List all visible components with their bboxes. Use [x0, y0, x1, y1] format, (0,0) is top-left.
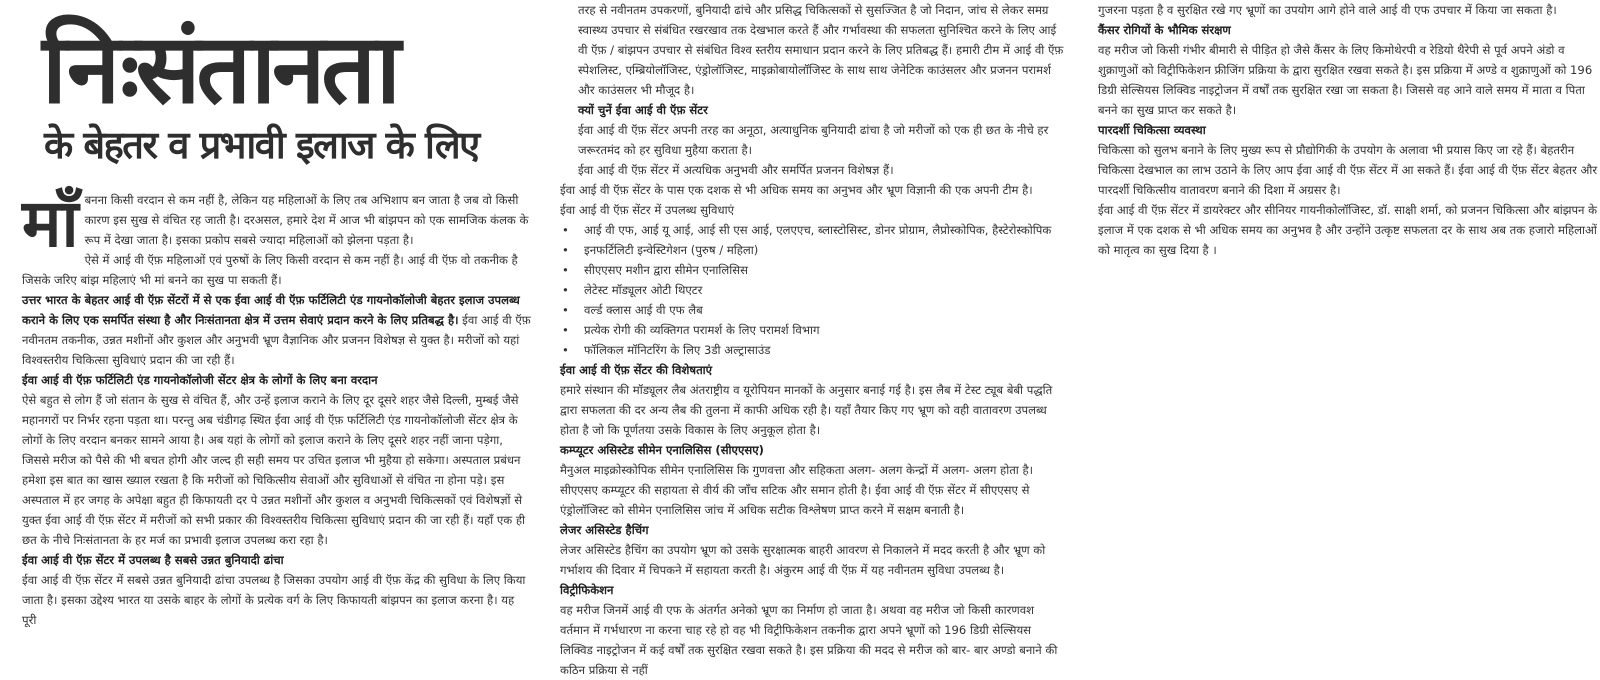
paragraph: ऐसे बहुत से लोग हैं जो संतान के सुख से वंचित हैं, और उन्हें इलाज कराने के लिए दूर दूसरे शहर जैसे दिल्ली, मुम्बई जैसे महानगरों पर निर्भर रहना पड़ता था। परन्तु अब चंडीगढ़ स्थित ईवा आई वी ऍफ़ फर्टिलिटी एंड गायनोकॉलोजी सेंटर क्षेत्र के लोगों के लिए वरदान बनकर सामने आया है। अब यहां के लोगों को इलाज कराने के लिए दूसरे शहर नहीं जाना पड़ेगा, जिससे मरीज को पैसे की भी बचत होगी और जल्द ही सही समय पर उचित इलाज भी मुहैया हो सकेगा। अस्पताल प्रबंधन हमेशा इस बात का खास ख्याल रखता है कि मरीजों को चिकित्सीय सेवाओं और सुविधाओं से वंचित ना होना पड़े। इस अस्पताल में हर जगह के अपेक्षा बहुत ही किफायती दर पे उन्नत मशीनों और कुशल व अनुभवी चिकित्सकों एवं विशेषज्ञों से युक्त ईवा आई वी ऍफ़ सेंटर में मरीजों को सभी प्रकार की विश्वस्तरीय चिकित्सा सुविधाएं प्रदान की जा रही हैं। यहाँ एक ही छत के नीचे निःसंतानता के हर मर्ज का प्रभावी इलाज उपलब्ध करा रहा है।: [22, 393, 525, 547]
paragraph: मैनुअल माइक्रोस्कोपिक सीमेन एनालिसिस कि गुणवत्ता और सहिकता अलग- अलग केन्द्रों में अलग- अलग होता है। सीएएसए कम्प्यूटर की सहायता से वीर्य की जाँच सटिक और समान होती है। ईवा आई वी ऍफ़ सेंटर में सीएएसए से एंड्रोलॉजिस्ट को सीमेन एनालिसिस जांच में अधिक सटीक विश्लेषण प्राप्त करने में सक्षम बनाती है।: [560, 463, 1034, 517]
paragraph: ईवा आई वी ऍफ़ सेंटर में डायरेक्टर और सीनियर गायनीकोलॉजिस्ट, डॉ. साक्षी शर्मा, को प्रजनन चिकित्सा और बांझपन के इलाज में एक दशक से भी अधिक समय का अनुभव है और उन्होंने उत्कृष्ट सफलता दर के साथ अब तक हजारो महिलाओं को मातृत्व का सुख दिया है ।: [1098, 203, 1598, 257]
paragraph: तरह से नवीनतम उपकरणों, बुनियादी ढांचे और प्रसिद्ध चिकित्सकों से सुसज्जित है जो निदान, जांच से लेकर समग्र स्वास्थ्य उपचार से संबंधित रखरखाव तक देखभाल करते हैं और गर्भावस्था की सफलता सुनिश्चित करने के लिए आई वी ऍफ़ / बांझपन उपचार से संबंधित विश्व स्तरीय समाधान प्रदान करने के लिए प्रतिबद्ध हैं। हमारी टीम में आई वी ऍफ़ स्पेशलिस्ट, एम्ब्रियोलॉजिस्ट, एंड्रोलॉजिस्ट, माइक्रोबायोलॉजिस्ट के साथ साथ जेनेटिक काउंसलर और प्रजनन परामर्श और काउंसलर भी मौजूद है।: [578, 3, 1064, 97]
list-item: • इनफर्टिलिटी इन्वेस्टिगेशन (पुरुष / महिला): [584, 240, 1065, 260]
paragraph: गुजरना पड़ता है व सुरक्षित रखे गए भ्रूणों का उपयोग आगे होने वाले आई वी एफ उपचार में किया जा सकता है।: [1098, 3, 1557, 17]
subheading: कम्प्यूटर असिस्टेड सीमेन एनालिसिस (सीएएसए): [560, 443, 764, 457]
paragraph: वह मरीज जिनमें आई वी एफ के अंतर्गत अनेको भ्रूण का निर्माण हो जाता है। अथवा वह मरीज जो किसी कारणवश वर्तमान में गर्भधारण ना करना चाह रहे हो वह भी विट्रीफिकेशन तकनीक द्वारा अपने भ्रूणों को 196 डिग्री सेल्सियस लिक्विड नाइट्रोजन में कई वर्षों तक सुरक्षित रखवा सकते है। इस प्रक्रिया की मदद से मरीज को बार- बार अण्डो बनाने की कठिन प्रक्रिया से नहीं: [560, 603, 1058, 677]
subheading: क्यों चुनें ईवा आई वी ऍफ़ सेंटर: [578, 103, 708, 117]
paragraph: ईवा आई वी ऍफ़ सेंटर अपनी तरह का अनूठा, अत्याधुनिक बुनियादी ढांचा है जो मरीजों को एक ही छत के नीचे हर जरूरतमंद को हर सुविधा मुहैया कराता है।: [578, 123, 1049, 157]
subheading: पारदर्शी चिकित्सा व्यवस्था: [1098, 123, 1206, 137]
subheading: ईवा आई वी ऍफ़ सेंटर में उपलब्ध है सबसे उन्नत बुनियादी ढांचा: [22, 553, 284, 567]
article-column-2: [560, 0, 1065, 677]
list-item: • लेटेस्ट मॉड्यूलर ओटी थिएटर: [584, 280, 1065, 300]
intro-text: बनना किसी वरदान से कम नहीं है, लेकिन यह महिलाओं के लिए तब अभिशाप बन जाता है जब वो किसी कारण इस सुख से वंचित रह जाती है। दरअसल, हमारे देश में आज भी बांझपन को एक सामजिक कंलक के रूप में देखा जाता है। इसका प्रकोप सबसे ज्यादा महिलाओं को झेलना पड़ता है।: [84, 193, 529, 247]
list-item: • आई वी एफ, आई यू आई, आई सी एस आई, एलएएच, ब्लास्टोसिस्ट, डोनर प्रोग्राम, लैप्रोस्कोपिक, हैस्टेरोस्कोपिक: [584, 220, 1065, 240]
article-column-3: [1098, 0, 1598, 658]
intro-paragraph: [22, 185, 532, 262]
paragraph: ऐसे में आई वी ऍफ़ महिलाओं एवं पुरुषों के लिए किसी वरदान से कम नहीं है। आई वी ऍफ़ वो तकनीक है जिसके जरिए बांझ महिलाएं भी मां बनने का सुख पा सकती हैं।: [22, 253, 518, 287]
paragraph: चिकित्सा को सुलभ बनाने के लिए मुख्य रूप से प्रौद्योगिकी के उपयोग के अलावा भी प्रयास किए जा रहे हैं। बेहतरीन चिकित्सा देखभाल का लाभ उठाने के लिए आप ईवा आई वी ऍफ़ सेंटर में आ सकते हैं। ईवा आई वी ऍफ़ सेंटर बेहतर और पारदर्शी चिकित्सीय वातावरण बनाने की दिशा में अग्रसर है।: [1098, 143, 1598, 197]
paragraph: हमारे संस्थान की मॉड्यूलर लैब अंतराष्ट्रीय व यूरोपियन मानकों के अनुसार बनाई गई है। इस लैब में टेस्ट ट्यूब बेबी पद्धति द्वारा सफलता की दर अन्य लैब की तुलना में काफी अधिक रही है। यहाँ तैयार किए गए भ्रूण को वही वातावरण उपलब्ध होता है जो कि पूर्णतया उसके विकास के लिए अनुकूल होता है।: [560, 383, 1053, 437]
subheading: कैंसर रोगियों के भौमिक संरक्षण: [1098, 23, 1231, 37]
subheading: ईवा आई वी ऍफ़ फर्टिलिटी एंड गायनोकॉलोजी सेंटर क्षेत्र के लोगों के लिए बना वरदान: [22, 373, 378, 387]
paragraph: वह मरीज जो किसी गंभीर बीमारी से पीड़ित हो जैसे कैंसर के लिए किमोथेरपी व रेडियो थैरेपी से पूर्व अपने अंडो व शुक्राणुओं को विट्रीफिकेशन फ्रीजिंग प्रक्रिया के द्वारा सुरक्षित रखवा सकते है। इस प्रक्रिया में अण्डे व शुक्राणुओं को 196 डिग्री सेल्सियस लिक्विड नाइट्रोजन में वर्षों तक सुरक्षित रखा जा सकता है। जिससे वह आने वाले समय में माता व पिता बनने का सुख प्राप्त कर सकते है।: [1098, 43, 1593, 117]
paragraph: ईवा आई वी ऍफ़ सेंटर में सबसे उन्नत बुनियादी ढांचा उपलब्ध है जिसका उपयोग आई वी ऍफ़ केंद्र की सुविधा के लिए किया जाता है। इसका उद्देश्य भारत या उसके बाहर के लोगों के प्रत्येक वर्ग के लिए किफायती बांझपन का इलाज करना है। यह पूरी: [22, 573, 526, 627]
paragraph: ईवा आई वी ऍफ़ सेंटर में उपलब्ध सुविधाएं: [560, 203, 735, 217]
article-column-1: [22, 0, 532, 658]
list-item: • वर्ल्ड क्लास आई वी एफ लैब: [584, 300, 1065, 320]
paragraph-text: ईवा आई वी ऍफ़ नवीनतम तकनीक, उन्नत मशीनों और कुशल और अनुभवी भ्रूण वैज्ञानिक और प्रजनन विशेषज्ञ से युक्त है। मरीजों को यहां विश्वस्तरीय चिकित्सा सुविधाएं प्रदान की जा रही हैं।: [22, 313, 531, 367]
facilities-list: [560, 220, 1065, 360]
bold-lead: उत्तर भारत के बेहतर आई वी ऍफ़ सेंटरों में से एक ईवा आई वी ऍफ़ फर्टिलिटी एंड गायनोकॉलोजी बेहतर इलाज उपलब्ध कराने के लिए एक समर्पित संस्था है और निःसंतानता क्षेत्र में उत्तम सेवाएं प्रदान करने के लिए प्रतिबद्ध है।: [22, 293, 520, 327]
list-item: • प्रत्येक रोगी की व्यक्तिगत परामर्श के लिए परामर्श विभाग: [584, 320, 1065, 340]
headline-main: निःसंतानता: [42, 13, 397, 125]
list-item: • सीएएसए मशीन द्वारा सीमेन एनालिसिस: [584, 260, 1065, 280]
paragraph: ईवा आई वी ऍफ़ सेंटर में अत्यधिक अनुभवी और समर्पित प्रजनन विशेषज्ञ हैं।: [578, 163, 894, 177]
subheading: लेजर असिस्टेड हैचिंग: [560, 523, 649, 537]
paragraph: [22, 290, 532, 370]
paragraph: लेजर असिस्टेड हैचिंग का उपयोग भ्रूण को उसके सुरक्षात्मक बाहरी आवरण से निकालने में मदद करती है और भ्रूण को गर्भाशय की दिवार में चिपकने में सहायता करती है। अंकुरम आई वी ऍफ़ में यह नवीनतम सुविधा उपलब्ध है।: [560, 543, 1046, 577]
paragraph: ईवा आई वी ऍफ़ सेंटर के पास एक दशक से भी अधिक समय का अनुभव और भ्रूण विज्ञानी की एक अपनी टीम है।: [560, 183, 1033, 197]
headline-sub: के बेहतर व प्रभावी इलाज के लिए: [44, 123, 479, 167]
list-item: • फॉलिकल मॉनिटरिंग के लिए 3डी अल्ट्रासाउंड: [584, 340, 1065, 360]
subheading: ईवा आई वी ऍफ़ सेंटर की विशेषताएं: [560, 363, 713, 377]
drop-cap: माँ: [22, 185, 79, 262]
subheading: विट्रीफिकेशन: [560, 583, 614, 597]
